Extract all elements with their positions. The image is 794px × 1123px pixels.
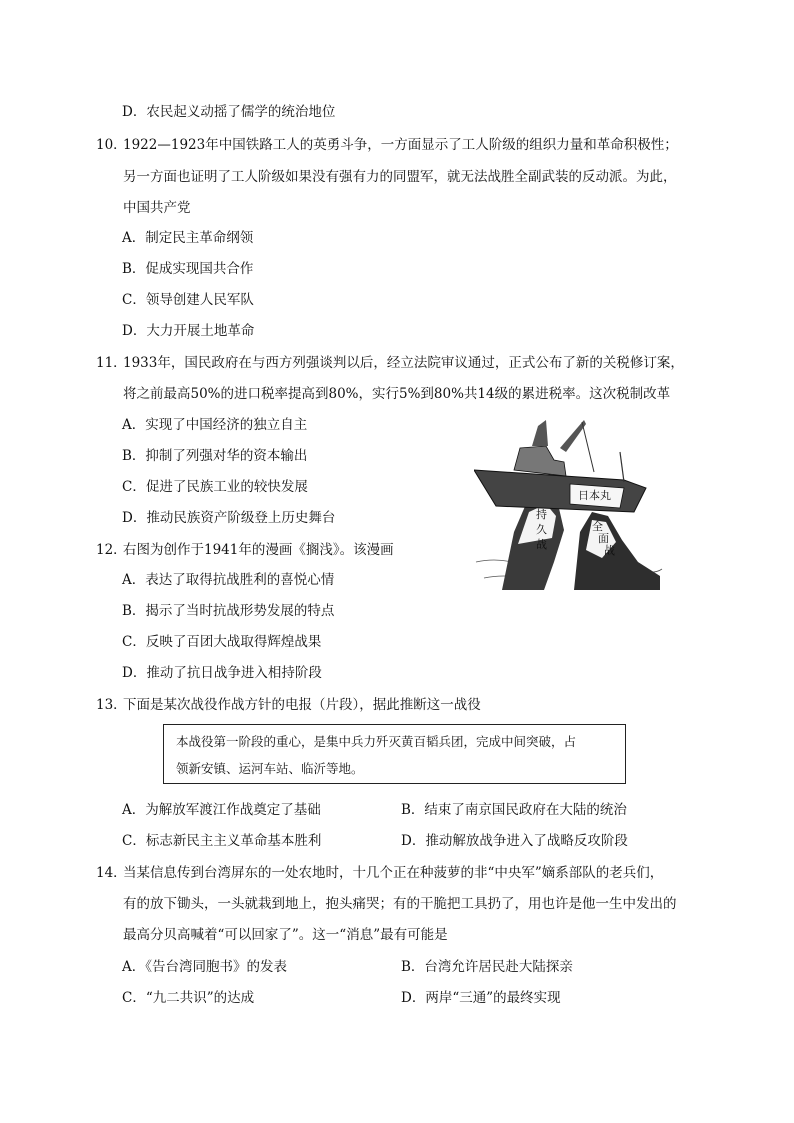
label-rock-left: 持久战 bbox=[536, 508, 547, 551]
q12-option-a: A．表达了取得抗战胜利的喜悦心情 bbox=[122, 572, 335, 588]
q14-stem-line-1: 当某信息传到台湾屏东的一处农地时，十几个正在种菠萝的非“中央军”嫡系部队的老兵们， bbox=[123, 865, 664, 881]
ship-crane bbox=[560, 420, 586, 452]
q11-option-c: C．促进了民族工业的较快发展 bbox=[122, 479, 308, 495]
telegram-line-1: 本战役第一阶段的重心，是集中兵力歼灭黄百韬兵团，完成中间突破，占 bbox=[176, 734, 577, 749]
q13-number: 13． bbox=[96, 697, 127, 713]
q12-option-b: B．揭示了当时抗战形势发展的特点 bbox=[122, 603, 335, 619]
ship-rigging bbox=[582, 422, 594, 472]
telegram-box bbox=[163, 724, 626, 784]
q12-option-c: C．反映了百团大战取得辉煌战果 bbox=[122, 634, 322, 650]
q10-stem-line-3: 中国共产党 bbox=[123, 200, 191, 216]
rock-right bbox=[574, 512, 660, 590]
q10-stem-line-1: 1922—1923年中国铁路工人的英勇斗争，一方面显示了工人阶级的组织力量和革命积极性； bbox=[123, 137, 678, 153]
q10-stem-line-2: 另一方面也证明了工人阶级如果没有强有力的同盟军，就无法战胜全副武装的反动派。为此， bbox=[123, 169, 677, 185]
ship-mast bbox=[532, 420, 548, 446]
cartoon-illustration bbox=[474, 412, 664, 592]
q11-stem-line-2: 将之前最高50%的进口税率提高到80%，实行5%到80%共14级的累进税率。这次税制改革 bbox=[123, 386, 671, 402]
q12-option-d: D．推动了抗日战争进入相持阶段 bbox=[122, 665, 322, 681]
cartoon-stranded bbox=[474, 412, 664, 592]
label-ship: 日本丸 bbox=[578, 489, 611, 502]
q12-stem: 右图为创作于1941年的漫画《搁浅》。该漫画 bbox=[123, 542, 394, 558]
q14-option-c: C．“九二共识”的达成 bbox=[122, 990, 255, 1006]
q10-number: 10． bbox=[96, 137, 127, 153]
q10-option-b: B．促成实现国共合作 bbox=[122, 261, 254, 277]
q10-option-d: D．大力开展土地革命 bbox=[122, 323, 255, 339]
q11-option-b: B．抑制了列强对华的资本输出 bbox=[122, 448, 308, 464]
ship-bridge bbox=[514, 446, 566, 476]
q13-option-c: C．标志新民主主义革命基本胜利 bbox=[122, 833, 322, 849]
q13-option-a: A．为解放军渡江作战奠定了基础 bbox=[122, 802, 321, 818]
ship-aft-mast bbox=[620, 452, 624, 482]
q13-option-b: B．结束了南京国民政府在大陆的统治 bbox=[401, 802, 627, 818]
q12-number: 12． bbox=[96, 542, 127, 558]
q13-stem: 下面是某次战役作战方针的电报（片段），据此推断这一战役 bbox=[123, 697, 481, 713]
q11-option-a: A．实现了中国经济的独立自主 bbox=[122, 417, 308, 433]
q14-number: 14． bbox=[96, 865, 127, 881]
q11-stem-line-1: 1933年，国民政府在与西方列强谈判以后，经立法院审议通过，正式公布了新的关税修订案， bbox=[123, 355, 684, 371]
q14-option-a: A．《告台湾同胞书》的发表 bbox=[122, 959, 287, 975]
q9-option-d: D．农民起义动摇了儒学的统治地位 bbox=[122, 104, 336, 120]
q14-stem-line-3: 最高分贝高喊着“可以回家了”。这一“消息”最有可能是 bbox=[123, 927, 448, 943]
q14-option-d: D．两岸“三通”的最终实现 bbox=[401, 990, 561, 1006]
rock-left bbox=[502, 496, 564, 590]
q13-option-d: D．推动解放战争进入了战略反攻阶段 bbox=[401, 833, 628, 849]
q10-option-a: A．制定民主革命纲领 bbox=[122, 230, 254, 246]
q11-option-d: D．推动民族资产阶级登上历史舞台 bbox=[122, 510, 336, 526]
q10-option-c: C．领导创建人民军队 bbox=[122, 292, 254, 308]
q14-option-b: B．台湾允许居民赴大陆探亲 bbox=[401, 959, 573, 975]
label-rock-right: 全面战 bbox=[592, 520, 615, 557]
q11-number: 11． bbox=[96, 355, 127, 371]
telegram-line-2: 领新安镇、运河车站、临沂等地。 bbox=[176, 761, 364, 776]
q14-stem-line-2: 有的放下锄头，一头就栽到地上，抱头痛哭；有的干脆把工具扔了，用也许是他一生中发出的 bbox=[123, 896, 677, 912]
